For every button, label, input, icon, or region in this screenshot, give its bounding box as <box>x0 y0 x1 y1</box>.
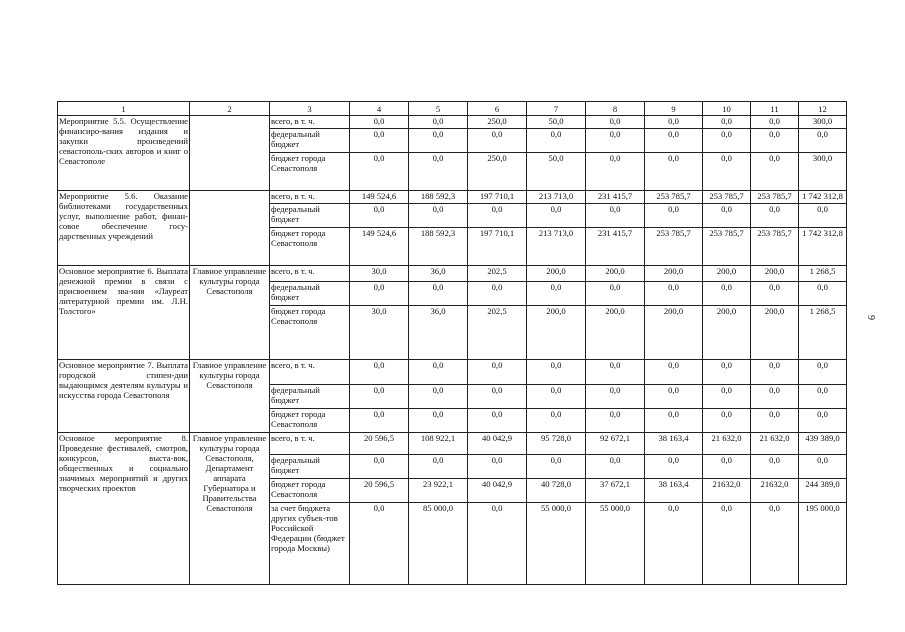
amount-cell: 253 785,7 <box>645 228 703 266</box>
amount-cell: 0,0 <box>645 455 703 479</box>
amount-cell: 40 728,0 <box>527 479 586 503</box>
amount-cell: 0,0 <box>645 385 703 409</box>
amount-cell: 439 389,0 <box>799 433 847 455</box>
amount-cell: 0,0 <box>350 409 409 433</box>
amount-cell: 21632,0 <box>703 479 751 503</box>
column-number-header: 9 <box>645 102 703 116</box>
executor <box>190 116 270 191</box>
amount-cell: 300,0 <box>799 153 847 191</box>
amount-cell: 253 785,7 <box>703 191 751 204</box>
amount-cell: 0,0 <box>751 282 799 306</box>
amount-cell: 40 042,9 <box>468 479 527 503</box>
funding-source: федеральный бюджет <box>270 282 350 306</box>
funding-source: федеральный бюджет <box>270 204 350 228</box>
amount-cell: 200,0 <box>586 306 645 360</box>
amount-cell: 0,0 <box>468 204 527 228</box>
amount-cell: 0,0 <box>799 455 847 479</box>
funding-source: бюджет города Севастополя <box>270 153 350 191</box>
amount-cell: 0,0 <box>409 385 468 409</box>
amount-cell: 36,0 <box>409 306 468 360</box>
funding-source: бюджет города Севастополя <box>270 409 350 433</box>
amount-cell: 200,0 <box>527 266 586 282</box>
funding-source: бюджет города Севастополя <box>270 228 350 266</box>
amount-cell: 92 672,1 <box>586 433 645 455</box>
amount-cell: 23 922,1 <box>409 479 468 503</box>
amount-cell: 0,0 <box>527 129 586 153</box>
amount-cell: 200,0 <box>703 266 751 282</box>
amount-cell: 38 163,4 <box>645 479 703 503</box>
amount-cell: 21 632,0 <box>751 433 799 455</box>
amount-cell: 0,0 <box>527 385 586 409</box>
amount-cell: 0,0 <box>468 503 527 585</box>
amount-cell: 0,0 <box>645 116 703 129</box>
table-row <box>58 116 847 129</box>
amount-cell: 0,0 <box>468 385 527 409</box>
amount-cell: 40 042,9 <box>468 433 527 455</box>
amount-cell: 0,0 <box>799 282 847 306</box>
amount-cell: 50,0 <box>527 153 586 191</box>
funding-source: всего, в т. ч. <box>270 266 350 282</box>
amount-cell: 200,0 <box>751 266 799 282</box>
amount-cell: 253 785,7 <box>703 228 751 266</box>
amount-cell: 20 596,5 <box>350 433 409 455</box>
amount-cell: 200,0 <box>527 306 586 360</box>
funding-source: федеральный бюджет <box>270 455 350 479</box>
amount-cell: 300,0 <box>799 116 847 129</box>
amount-cell: 1 742 312,8 <box>799 228 847 266</box>
amount-cell: 38 163,4 <box>645 433 703 455</box>
column-number-header: 7 <box>527 102 586 116</box>
amount-cell: 0,0 <box>645 129 703 153</box>
funding-source: всего, в т. ч. <box>270 433 350 455</box>
activity-name: Основное мероприятие 8. Проведение фестивалей, смотров, конкурсов, выста-вок, общественных и социально значимых мероприятий и других творческих проектов <box>58 433 190 585</box>
page-number: 9 <box>865 315 876 320</box>
table-row <box>58 191 847 204</box>
amount-cell: 0,0 <box>586 282 645 306</box>
amount-cell: 0,0 <box>409 360 468 385</box>
amount-cell: 0,0 <box>751 409 799 433</box>
amount-cell: 85 000,0 <box>409 503 468 585</box>
amount-cell: 149 524,6 <box>350 191 409 204</box>
amount-cell: 0,0 <box>350 116 409 129</box>
amount-cell: 95 728,0 <box>527 433 586 455</box>
amount-cell: 188 592,3 <box>409 191 468 204</box>
activity-name: Основное мероприятие 7. Выплата городской стипен-дии выдающимся деятелям культуры и искусства города Севастополя <box>58 360 190 433</box>
amount-cell: 0,0 <box>409 204 468 228</box>
amount-cell: 197 710,1 <box>468 228 527 266</box>
amount-cell: 0,0 <box>586 116 645 129</box>
amount-cell: 253 785,7 <box>645 191 703 204</box>
executor: Главное управление культуры города Севастополя <box>190 360 270 433</box>
amount-cell: 195 000,0 <box>799 503 847 585</box>
column-number-header: 8 <box>586 102 645 116</box>
column-number-header: 10 <box>703 102 751 116</box>
amount-cell: 0,0 <box>468 129 527 153</box>
amount-cell: 213 713,0 <box>527 228 586 266</box>
amount-cell: 0,0 <box>751 360 799 385</box>
amount-cell: 0,0 <box>645 360 703 385</box>
table-row <box>58 266 847 282</box>
amount-cell: 0,0 <box>409 129 468 153</box>
amount-cell: 0,0 <box>703 282 751 306</box>
funding-source: за счет бюджета других субъек-тов Российской Федерации (бюджет города Москвы) <box>270 503 350 585</box>
amount-cell: 0,0 <box>799 409 847 433</box>
column-number-header: 12 <box>799 102 847 116</box>
amount-cell: 231 415,7 <box>586 228 645 266</box>
amount-cell: 0,0 <box>645 153 703 191</box>
amount-cell: 0,0 <box>751 385 799 409</box>
amount-cell: 0,0 <box>409 116 468 129</box>
amount-cell: 0,0 <box>527 204 586 228</box>
amount-cell: 1 742 312,8 <box>799 191 847 204</box>
funding-source: федеральный бюджет <box>270 385 350 409</box>
amount-cell: 30,0 <box>350 306 409 360</box>
amount-cell: 253 785,7 <box>751 191 799 204</box>
table-row <box>58 360 847 385</box>
activity-name: Мероприятие 5.5. Осуществление финансиро-вания издания и закупки произведений севастополь-ских авторов и книг о Севастополе <box>58 116 190 191</box>
amount-cell: 0,0 <box>703 116 751 129</box>
funding-source: федеральный бюджет <box>270 129 350 153</box>
amount-cell: 0,0 <box>799 204 847 228</box>
amount-cell: 0,0 <box>527 409 586 433</box>
amount-cell: 231 415,7 <box>586 191 645 204</box>
amount-cell: 0,0 <box>799 360 847 385</box>
column-number-header: 4 <box>350 102 409 116</box>
amount-cell: 21 632,0 <box>703 433 751 455</box>
amount-cell: 0,0 <box>586 385 645 409</box>
amount-cell: 253 785,7 <box>751 228 799 266</box>
amount-cell: 188 592,3 <box>409 228 468 266</box>
amount-cell: 197 710,1 <box>468 191 527 204</box>
amount-cell: 200,0 <box>586 266 645 282</box>
amount-cell: 0,0 <box>703 409 751 433</box>
amount-cell: 0,0 <box>350 455 409 479</box>
amount-cell: 20 596,5 <box>350 479 409 503</box>
executor <box>190 191 270 266</box>
header-row <box>58 102 847 116</box>
column-number-header: 6 <box>468 102 527 116</box>
amount-cell: 30,0 <box>350 266 409 282</box>
amount-cell: 250,0 <box>468 116 527 129</box>
amount-cell: 0,0 <box>751 204 799 228</box>
amount-cell: 0,0 <box>350 385 409 409</box>
amount-cell: 0,0 <box>350 204 409 228</box>
amount-cell: 202,5 <box>468 266 527 282</box>
amount-cell: 37 672,1 <box>586 479 645 503</box>
column-number-header: 5 <box>409 102 468 116</box>
activity-name: Мероприятие 5.6. Оказание библиотеками государственных услуг, выполнение работ, финан-совое обеспечение госу-дарственных учреждений <box>58 191 190 266</box>
amount-cell: 0,0 <box>586 153 645 191</box>
amount-cell: 0,0 <box>350 503 409 585</box>
amount-cell: 0,0 <box>703 204 751 228</box>
amount-cell: 200,0 <box>645 306 703 360</box>
amount-cell: 0,0 <box>350 282 409 306</box>
amount-cell: 36,0 <box>409 266 468 282</box>
amount-cell: 0,0 <box>586 409 645 433</box>
activity-name: Основное мероприятие 6. Выплата денежной премии в связи с присвоением зва-ния «Лауреат литературной премии им. Л.Н. Толстого» <box>58 266 190 360</box>
amount-cell: 0,0 <box>751 503 799 585</box>
amount-cell: 0,0 <box>586 455 645 479</box>
amount-cell: 0,0 <box>645 409 703 433</box>
amount-cell: 0,0 <box>468 409 527 433</box>
amount-cell: 0,0 <box>350 360 409 385</box>
amount-cell: 200,0 <box>645 266 703 282</box>
amount-cell: 0,0 <box>703 153 751 191</box>
amount-cell: 0,0 <box>703 385 751 409</box>
funding-source: всего, в т. ч. <box>270 191 350 204</box>
amount-cell: 0,0 <box>350 153 409 191</box>
amount-cell: 202,5 <box>468 306 527 360</box>
amount-cell: 0,0 <box>409 282 468 306</box>
amount-cell: 200,0 <box>703 306 751 360</box>
funding-source: всего, в т. ч. <box>270 360 350 385</box>
funding-source: бюджет города Севастополя <box>270 306 350 360</box>
amount-cell: 0,0 <box>703 455 751 479</box>
amount-cell: 0,0 <box>586 129 645 153</box>
amount-cell: 0,0 <box>468 455 527 479</box>
amount-cell: 0,0 <box>586 204 645 228</box>
amount-cell: 108 922,1 <box>409 433 468 455</box>
amount-cell: 0,0 <box>751 116 799 129</box>
amount-cell: 55 000,0 <box>527 503 586 585</box>
amount-cell: 149 524,6 <box>350 228 409 266</box>
amount-cell: 0,0 <box>645 503 703 585</box>
amount-cell: 213 713,0 <box>527 191 586 204</box>
funding-source: всего, в т. ч. <box>270 116 350 129</box>
amount-cell: 0,0 <box>350 129 409 153</box>
amount-cell: 0,0 <box>527 282 586 306</box>
column-number-header: 2 <box>190 102 270 116</box>
column-number-header: 3 <box>270 102 350 116</box>
budget-table <box>57 101 847 585</box>
amount-cell: 0,0 <box>527 455 586 479</box>
amount-cell: 21632,0 <box>751 479 799 503</box>
column-number-header: 11 <box>751 102 799 116</box>
amount-cell: 250,0 <box>468 153 527 191</box>
executor: Главное управление культуры города Севастополя, Департамент аппарата Губернатора и Правительства Севастополя <box>190 433 270 585</box>
amount-cell: 0,0 <box>703 360 751 385</box>
amount-cell: 50,0 <box>527 116 586 129</box>
amount-cell: 55 000,0 <box>586 503 645 585</box>
amount-cell: 0,0 <box>703 503 751 585</box>
amount-cell: 0,0 <box>703 129 751 153</box>
amount-cell: 0,0 <box>468 282 527 306</box>
amount-cell: 0,0 <box>645 282 703 306</box>
amount-cell: 0,0 <box>645 204 703 228</box>
amount-cell: 244 389,0 <box>799 479 847 503</box>
table-row <box>58 433 847 455</box>
amount-cell: 0,0 <box>751 153 799 191</box>
column-number-header: 1 <box>58 102 190 116</box>
funding-source: бюджет города Севастополя <box>270 479 350 503</box>
executor: Главное управление культуры города Севастополя <box>190 266 270 360</box>
amount-cell: 0,0 <box>751 455 799 479</box>
amount-cell: 0,0 <box>409 455 468 479</box>
amount-cell: 0,0 <box>586 360 645 385</box>
amount-cell: 0,0 <box>751 129 799 153</box>
amount-cell: 0,0 <box>409 409 468 433</box>
amount-cell: 0,0 <box>799 129 847 153</box>
amount-cell: 1 268,5 <box>799 266 847 282</box>
amount-cell: 0,0 <box>799 385 847 409</box>
amount-cell: 0,0 <box>527 360 586 385</box>
amount-cell: 0,0 <box>409 153 468 191</box>
amount-cell: 200,0 <box>751 306 799 360</box>
amount-cell: 0,0 <box>468 360 527 385</box>
amount-cell: 1 268,5 <box>799 306 847 360</box>
